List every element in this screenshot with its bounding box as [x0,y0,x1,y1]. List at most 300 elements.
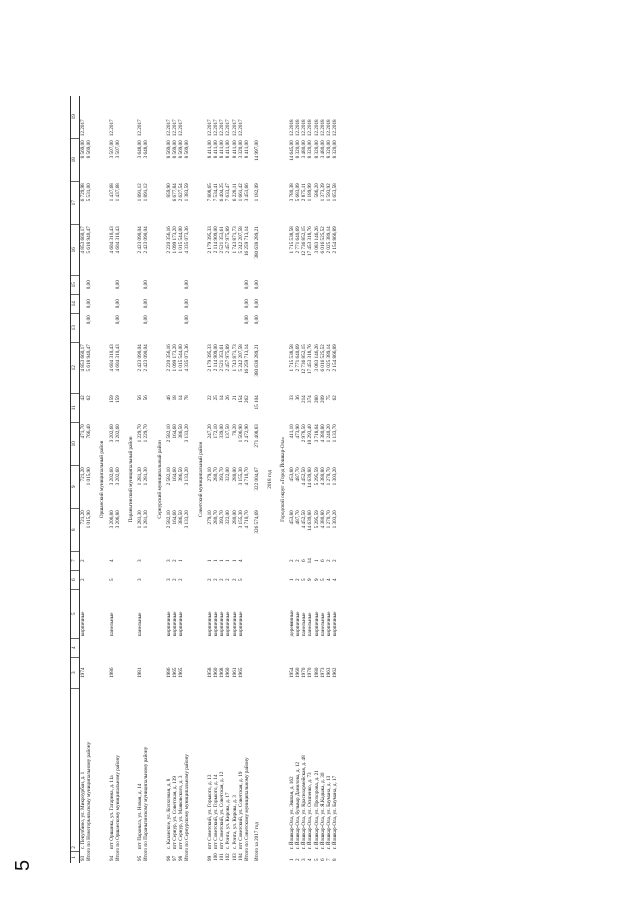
table-cell: 0,00 [114,280,121,290]
table-cell: деревянные [288,610,295,637]
table-cell: 3 133,20 [184,424,191,443]
table-cell: 453,80 [288,510,295,525]
table-cell: 2 582,10 [165,510,172,529]
table-cell: 859,90 [165,183,172,198]
table-cell: 4 380,80 [319,467,326,486]
table-cell [80,275,87,294]
table-cell: 1 [231,559,238,563]
table-cell: 2 [172,559,179,563]
table-cell [184,96,194,139]
table-cell: 1 743 871,73 [231,226,238,254]
header-cell: 13 [71,313,80,342]
table-cell: 1 281,30 [143,510,150,529]
table-cell: 5 242 207,58 [237,344,244,372]
header-cell: 4 [71,638,80,657]
table-cell: 0,00 [184,280,191,290]
table-cell: 98 [178,855,185,861]
table-cell: 36 [295,395,302,401]
table-cell: 4 604 310,43 [114,344,121,372]
table-cell: 164,60 [172,424,179,439]
housing-table [70,96,339,863]
table-cell: 1 891,12 [143,183,150,202]
table-cell: 2 [80,578,86,582]
table-cell: 280,00 [231,510,238,525]
table-cell: 12.2018 [307,119,314,137]
table-cell: 46 [165,395,172,401]
table-cell: 6 [319,858,326,861]
table-cell: кирпичные [332,611,339,637]
table-cell: с. Казанское, ул. Колхозная, д. 8 [165,778,172,850]
table-cell: 2 [332,559,339,563]
table-cell: 12.2018 [295,119,302,137]
table-cell: 3 206,80 [108,510,115,529]
table-cell: 56 [137,395,144,401]
table-cell: 95 [137,855,144,861]
table-cell: 1 182,09 [254,183,261,202]
table-cell: 8 411,00 [244,140,251,159]
section-heading-row [277,96,289,863]
table-cell: 12.2018 [288,119,295,137]
table-cell: 487,70 [295,467,302,482]
table-cell: 8 320,00 [313,140,320,159]
table-cell: 0,00 [143,280,150,290]
table-cell: кирпичные [165,611,172,637]
table-cell: 17 453 318,76 [307,344,314,375]
table-cell: 6 729,98 [80,183,86,202]
header-cell: 12 [71,342,80,393]
table-cell: 1 229,70 [143,424,150,443]
table-cell: 2 875,11 [301,183,308,202]
table-cell: 3 133,20 [184,467,191,486]
table-cell: кирпичные [231,611,238,637]
table-cell: 12.2018 [332,119,339,137]
table-cell: 1974 [80,667,86,678]
table-cell [254,96,264,139]
table-cell: 12.2017 [206,119,213,137]
total-row [254,96,264,863]
table-cell: 2 [326,559,333,563]
table-cell: 8 569,00 [184,140,191,159]
total-label: Итого по Сернурскому муниципальному району [184,754,191,861]
table-cell: 2 [206,578,213,582]
table-cell: 4 [326,578,333,582]
table-cell: 0,00 [184,315,191,325]
table-cell: 12.2017 [213,119,220,137]
section-heading: Оршанский муниципальный район [99,440,106,519]
table-cell: 2 771 640,69 [295,344,302,372]
table-cell: пгт Оршанка, ул. Гагарина, д. 11а [108,775,115,850]
table-cell: 8 569,00 [80,140,86,159]
header-cell: 5 [71,589,80,638]
table-cell: 2 423 090,04 [137,344,144,372]
table-cell: 9 [307,578,314,582]
section-heading: 2018 год [267,469,274,489]
table-cell: 3 202,60 [114,467,121,486]
header-cell: 10 [71,422,80,465]
header-cell: 15 [71,275,80,294]
table-cell: 2 582,10 [165,467,172,486]
table-cell: 3 480,00 [301,140,308,159]
table-cell: 8 411,00 [213,140,220,159]
table-cell: 2 [295,858,302,861]
table-cell: 0,00 [254,280,261,290]
section-heading: Сернурский муниципальный район [156,440,163,519]
table-cell: 0,00 [143,299,150,309]
table-cell: 1 099 173,20 [172,344,179,372]
table-cell: 5 295,59 [313,467,320,486]
table-cell: 6 677,84 [172,183,179,202]
table-cell: панельные [307,612,314,637]
table-cell: с. Ронга, ул. Кирова, д. 3 [231,795,238,850]
table-cell: 56 [143,395,150,401]
table-cell: 5 [301,578,308,582]
table-cell: 1 506,90 [237,424,244,443]
table-cell: 280,70 [213,510,220,525]
table-cell: 279,10 [206,510,213,525]
table-cell: 0,00 [86,315,93,325]
table-cell: кирпичные [295,611,302,637]
table-cell: 164,60 [172,510,179,525]
table-cell: 4 710,70 [244,510,251,529]
table-cell: 6 016 525,52 [319,226,326,254]
table-cell: 12.2018 [326,119,333,137]
table-cell: 1980 [313,667,320,678]
section-heading: Городской округ «Город Йошкар-Ола» [279,436,286,522]
table-cell: 4 380,80 [319,510,326,529]
table-cell: 3 320,00 [237,140,244,159]
table-cell: 12.2017 [80,119,86,137]
table-cell: 473,90 [295,424,302,439]
total-label: Итого по Параньгинскому муниципальному району [143,746,150,861]
table-cell: 3 083 146,26 [313,344,320,372]
table-cell: 25 [213,395,220,401]
table-cell: 14 [219,395,226,401]
table-cell: 12.2018 [319,119,326,137]
table-cell: 0,00 [254,299,261,309]
header-cell: 16 [71,224,80,275]
table-cell: 9 [313,578,320,582]
header-cell: 11 [71,393,80,422]
table-cell: 411,10 [288,424,295,439]
section-heading-row [125,96,137,863]
table-cell: кирпичные [213,611,220,637]
table-cell: 8 320,00 [295,140,302,159]
table-cell: 16 259 713,14 [244,344,251,375]
table-cell: 26 [225,395,232,401]
table-cell: 279,10 [206,467,213,482]
table-cell: 4 [108,559,115,563]
table-cell: 393,70 [219,510,226,525]
table-cell: 214 [301,395,308,403]
table-cell: 6 [319,559,326,563]
table-cell: 2 220 356,16 [165,344,172,372]
table-cell: 137,50 [225,424,232,439]
table-cell: 721,20 [80,510,86,525]
table-cell [332,294,338,313]
table-cell: 3 202,60 [108,424,115,443]
table-cell: 1968 [219,667,226,678]
table-cell: 1965 [172,667,179,678]
table-cell: 1 437,68 [114,183,121,202]
table-cell: 1 281,30 [143,467,150,486]
table-cell: 3 480,00 [319,140,326,159]
table-cell: кирпичные [219,611,226,637]
table-cell: 7 [326,858,333,861]
section-heading: Параньгинский муниципальный район [128,436,135,523]
table-cell: 2 114 909,00 [213,226,220,254]
table-cell: 14 [307,558,314,564]
table-cell: 1 229,70 [137,424,144,443]
table-cell: 0,00 [254,315,261,325]
table-cell: 4 335 073,36 [184,226,191,254]
table-cell: 0,00 [244,299,251,309]
table-cell: 3 133,20 [184,510,191,529]
table-cell: 100 [213,853,220,861]
section-heading: Советский муниципальный район [197,441,204,517]
table-cell: 8 320,00 [307,140,314,159]
table-cell: 8 411,00 [219,140,226,159]
table-cell: 3 507,00 [108,140,115,159]
table-cell: 94 [108,855,115,861]
table-cell: 97 [172,855,179,861]
total-row [86,96,96,863]
table-cell: с. Ронга, ул. Кирова, д. 17 [225,792,232,850]
total-row [115,96,125,863]
table-cell: 12.2018 [313,119,320,137]
table-cell: 386,50 [178,467,185,482]
table-cell: 3 780,38 [288,183,295,202]
table-cell [332,638,338,657]
table-cell: 14 639,80 [307,467,314,488]
header-cell: 6 [71,570,80,589]
table-cell: 280 [313,395,320,403]
table-cell: кирпичные [206,611,213,637]
table-cell: 3 [165,578,172,582]
table-cell [80,294,87,313]
table-cell: 1 303,20 [332,510,339,529]
table-cell [244,96,254,139]
table-cell: 5 295,59 [313,510,320,529]
table-cell: 1 099 173,20 [172,226,179,254]
table-cell: пгт Сернур, ул. Маяковского, д. 3 [178,775,185,850]
table-cell: 12.2017 [231,119,238,137]
table-cell: 1 270,70 [326,467,333,486]
table-cell: 1970 [301,667,308,678]
table-cell: 2 457 975,89 [225,344,232,372]
table-cell: 2 [295,559,302,563]
table-cell: пгт Параньга, ул. Новая, д. 14 [137,783,144,850]
table-cell: 2 771 640,69 [295,226,302,254]
table-cell: 4 710,70 [244,467,251,486]
table-cell: 3 507,00 [114,140,121,159]
table-cell: 487,70 [295,510,302,525]
table-cell: 8 411,00 [231,140,238,159]
table-cell: 0,00 [86,280,93,290]
table-cell: кирпичные [172,611,179,637]
table-cell: 1 281,30 [137,467,144,486]
table-cell: 0,00 [114,315,121,325]
table-cell: 75 [326,395,333,401]
table-cell: 7 534,41 [213,183,220,202]
table-cell: 1 [313,559,320,563]
table-cell [80,638,87,657]
table-cell: 2 627,54 [178,183,185,202]
table-cell: 12.2017 [165,119,172,137]
table-cell: 2 220 356,16 [165,226,172,254]
table-cell: 386,50 [178,424,185,439]
table-cell: 339,00 [219,424,226,439]
table-cell: 3 718,64 [313,424,320,443]
table-cell: 280,00 [231,467,238,482]
table-cell: 280,70 [213,467,220,482]
table-cell: 5 683,09 [295,183,302,202]
table-cell: 70,20 [231,424,238,436]
table-cell: 4 604 310,43 [114,226,121,254]
table-cell: 1 373,39 [319,183,326,202]
table-cell: 7 808,65 [206,183,213,202]
table-cell: 1960 [295,667,302,678]
table-cell: пгт Советский, ул. Советская, д. 12 [219,771,226,850]
table-cell: 12.2017 [219,119,226,137]
table-cell: пгт Советский, ул. Горького, д. 13 [206,774,213,850]
table-cell: 78 [184,395,191,401]
table-cell: 2 521 353,61 [219,226,226,254]
table-cell: 3 155,30 [237,467,244,486]
table-cell: кирпичные [178,611,185,637]
table-cell: 22 [206,395,213,401]
table-cell: кирпичные [326,611,333,637]
table-cell: 1 015,90 [86,510,93,529]
table-cell: 42 [80,395,86,401]
table-cell: 5 618 940,47 [86,344,93,372]
table-cell: кирпичные [80,611,86,637]
table-cell: 2 179 395,33 [206,344,213,372]
table-cell: 1 [213,559,220,563]
table-cell: 3 648,00 [137,140,144,159]
header-cell: 7 [71,551,80,570]
table-cell: 12.2017 [108,119,115,137]
table-cell: 154 [237,395,244,403]
table-cell: 0,00 [143,315,150,325]
table-cell: 2 025 389,14 [326,226,333,254]
table-cell: 393,70 [219,467,226,482]
table-cell: 0,00 [86,299,93,309]
table-cell: 14 645,00 [288,140,295,161]
table-cell: 1 891,12 [137,183,144,202]
table-cell: 62 [86,395,93,401]
table-cell: 6 016 525,52 [319,344,326,372]
table-cell: 12 736 852,15 [301,344,308,375]
table-cell: 3 202,60 [108,467,115,486]
table-cell [332,313,338,342]
table-cell: 3 [165,559,172,563]
table-cell: 1965 [178,667,185,678]
table-cell: 1962 [332,667,339,678]
table-cell: 386,50 [178,510,185,525]
table-cell: 12.2017 [225,119,232,137]
table-body [80,96,339,863]
table-cell: 1958 [206,667,213,678]
table-cell: 12.2017 [237,119,244,137]
header-cell: 1 [71,851,80,863]
table-cell: 721,20 [80,467,86,482]
table-cell: 1954 [288,667,295,678]
table-row [332,96,338,863]
column-number-row [71,96,80,863]
table-cell: 1 [219,559,226,563]
table-cell: панельные [319,612,326,637]
table-cell: 4 [332,578,339,582]
table-cell: 2 [80,559,86,563]
table-cell: 2 423 090,04 [143,344,150,372]
table-cell: 8 569,00 [86,140,93,159]
table-cell: пгт Советский, ул. Советская, д. 19 [237,771,244,850]
table-cell: 1 743 871,73 [231,344,238,372]
table-cell: 2 [225,578,232,582]
table-cell: 1 383,59 [184,183,191,202]
table-cell: 15 104 [254,395,261,410]
table-cell: 8 [332,858,339,861]
table-cell: 2 521 353,61 [219,344,226,372]
table-cell: 6 404,25 [219,183,226,202]
table-cell: 3 648,00 [143,140,150,159]
table-cell: 3 [301,858,308,861]
table-cell: 5 [237,578,244,582]
table-cell: 2 [219,578,226,582]
table-cell: 104 [237,853,244,861]
table-cell: 2 154 866,89 [332,226,339,254]
table-cell: 471,70 [80,424,86,439]
table-cell: 5 [313,858,320,861]
table-cell: 2 457 975,89 [225,226,232,254]
table-cell: 247,20 [206,424,213,439]
table-cell: 4 604 310,43 [108,226,115,254]
header-cell: 8 [71,508,80,551]
table-cell: 1 281,30 [137,510,144,529]
table-cell: 14 997,00 [254,140,261,161]
total-label: Итого за 2017 год [254,822,261,861]
table-cell: 93 [80,855,86,861]
table-cell: 5 618 940,47 [86,226,93,254]
table-cell: 3 206,80 [114,510,121,529]
table-cell: 17 453 318,76 [307,226,314,257]
header-cell: 14 [71,294,80,313]
table-cell: 4 853 660,17 [80,344,86,372]
table-cell: 0,00 [184,299,191,309]
header-cell: 9 [71,465,80,508]
table-cell: 1 [225,559,232,563]
table-cell: 2 [288,559,295,563]
table-cell: 1 [206,559,213,563]
total-label: Итого по Новоторъяльскому муниципальному району [86,741,93,861]
table-cell: панельные [108,612,115,637]
table-cell: 1 015 544,00 [178,344,185,372]
table-cell: 1 661,42 [237,183,244,202]
header-cell: 3 [71,657,80,688]
table-cell: 1 240,20 [326,424,333,443]
total-label: Итого по Советскому муниципальному району [244,757,251,861]
table-cell: 374 [307,395,314,403]
table-cell: 1986 [165,667,172,678]
table-cell: 4 604 310,43 [108,344,115,372]
table-cell: 1970 [307,667,314,678]
table-cell: 5 531,00 [86,183,93,202]
table-cell: 2 154 866,89 [332,344,339,372]
table-cell: 96 [165,855,172,861]
table-cell [86,96,96,139]
table-cell: панельные [301,612,308,637]
table-cell [115,96,125,139]
